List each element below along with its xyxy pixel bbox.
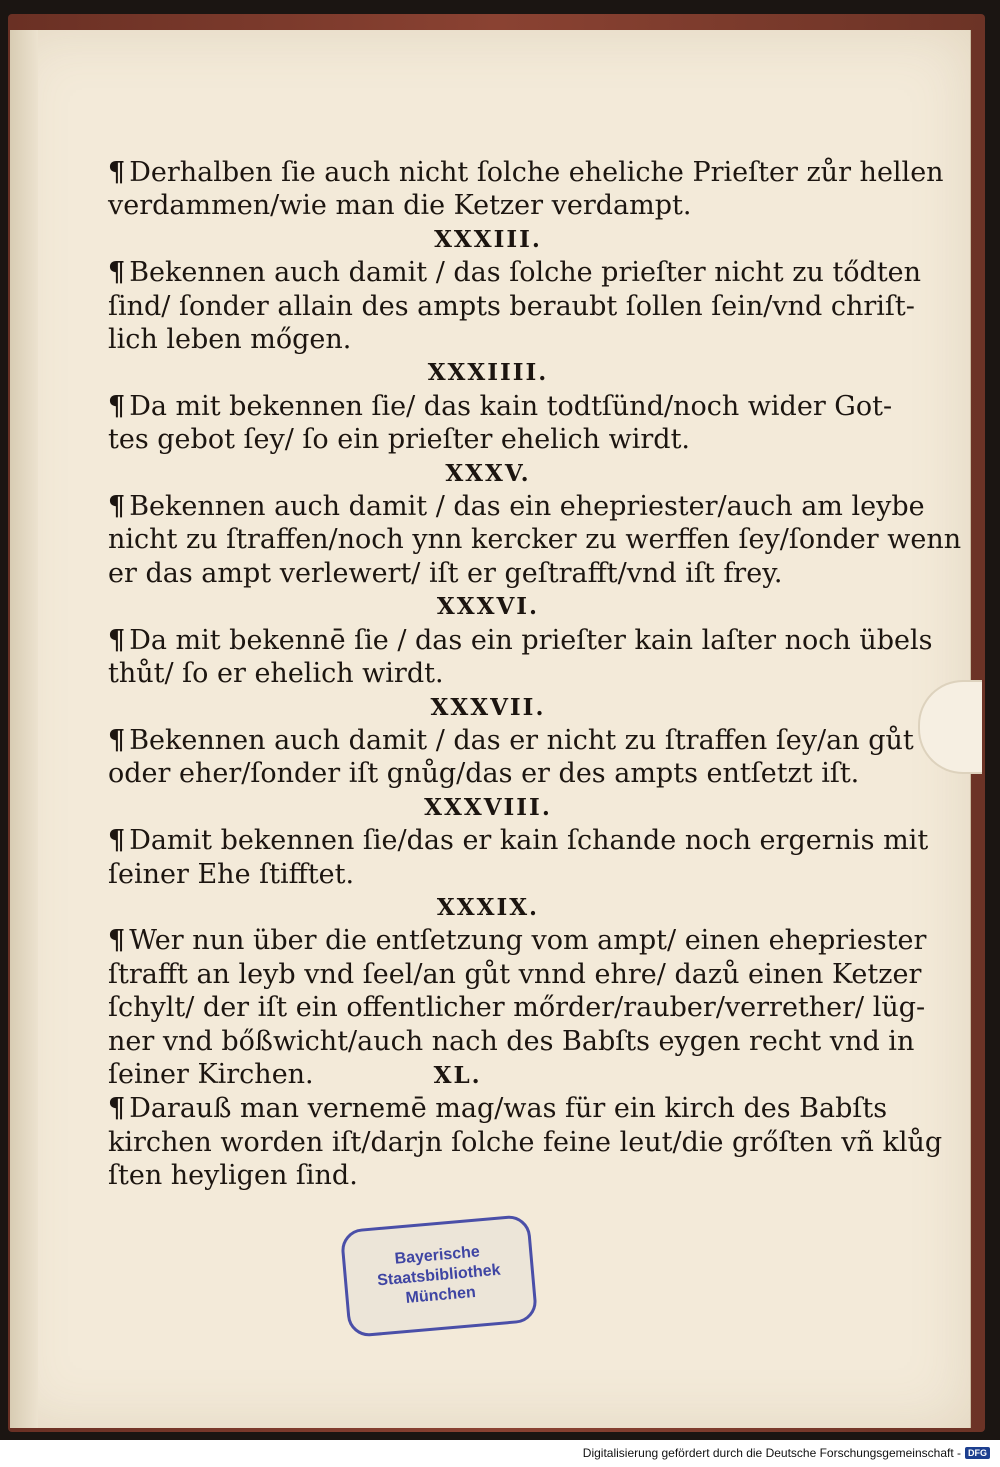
section-numeral: XXXVII. <box>430 693 546 721</box>
section-numeral: XXXVIII. <box>424 793 552 821</box>
paragraph: ¶ Damit bekennen ſie/das er kain ſchande noch ergernis mit ſeiner Ehe ſtifftet. <box>108 825 929 890</box>
dfg-logo-icon: DFG <box>965 1447 990 1459</box>
section-numeral: XXXV. <box>445 459 531 487</box>
section-numeral: XXXIX. <box>436 893 540 921</box>
paragraph: ¶ Da mit bekennen ſie/ das kain todtſünd/noch wider Got- tes gebot ſey/ ſo ein prieſter ehelich wirdt. <box>108 390 893 456</box>
section-numeral: XXXIIII. <box>427 359 549 387</box>
footer-credit: Digitalisierung gefördert durch die Deutsche Forschungsgemeinschaft - <box>582 1446 961 1460</box>
pilcrow-icon: ¶ <box>108 390 126 422</box>
page-gutter <box>10 30 38 1428</box>
library-stamp: Bayerische Staatsbibliothek München <box>340 1214 539 1338</box>
pilcrow-icon: ¶ <box>108 724 126 756</box>
pilcrow-icon: ¶ <box>108 491 126 523</box>
paragraph: ¶ Wer nun über die entſetzung vom ampt/ einen ehepriester ſtrafft an leyb vnd ſeel/an gůt vnnd ehre/ dazů einen Ketzer ſchylt/ der iſt ein offentlicher mőrder/rauber/verrether/ lüg- ner vnd bőßwicht/auch nach des Babſts eygen recht vnd in ſeiner Kirchen. XL. <box>108 925 927 1090</box>
paragraph: ¶ Darauß man vernemē mag/was für ein kirch des Babſts kirchen worden iſt/darjn ſolche feine leut/die grőſten vñ klůg ſten heyligen ſind. <box>108 1093 943 1192</box>
pilcrow-icon: ¶ <box>108 1093 126 1125</box>
pilcrow-icon: ¶ <box>108 624 126 656</box>
paragraph: ¶ Bekennen auch damit / das er nicht zu ſtraffen ſey/an gůt oder eher/ſonder iſt gnůg/das er des ampts entſetzt iſt. <box>108 724 914 790</box>
section-numeral: XXXVI. <box>436 593 540 621</box>
paragraph: ¶ Da mit bekennē ſie / das ein prieſter kain laſter noch übels thůt/ ſo er ehelich wirdt. <box>108 624 933 690</box>
paragraph: ¶ Bekennen auch damit / das ein ehepriester/auch am leybe nicht zu ſtraffen/noch ynn kercker zu werffen ſey/ſonder wenn er das ampt verlewert/ iſt er geſtrafft/vnd iſt frey. <box>108 491 962 589</box>
digitization-footer <box>583 1446 990 1460</box>
pilcrow-icon: ¶ <box>108 157 126 188</box>
paragraph: ¶ Derhalben ſie auch nicht ſolche eheliche Prieſter zůr hellen verdammen/wie man die Ketzer verdampt. <box>108 157 944 222</box>
pilcrow-icon: ¶ <box>108 925 126 957</box>
section-numeral: XXXIII. <box>434 225 542 253</box>
pilcrow-icon: ¶ <box>108 257 126 289</box>
section-numeral: XL. <box>433 1061 482 1089</box>
paragraph: ¶ Bekennen auch damit / das ſolche prieſter nicht zu tődten ſind/ ſonder allain des ampts beraubt ſollen ſein/vnd chriſt- lich leben mőgen. <box>108 257 922 356</box>
page-text <box>108 156 962 1193</box>
pilcrow-icon: ¶ <box>108 825 126 857</box>
